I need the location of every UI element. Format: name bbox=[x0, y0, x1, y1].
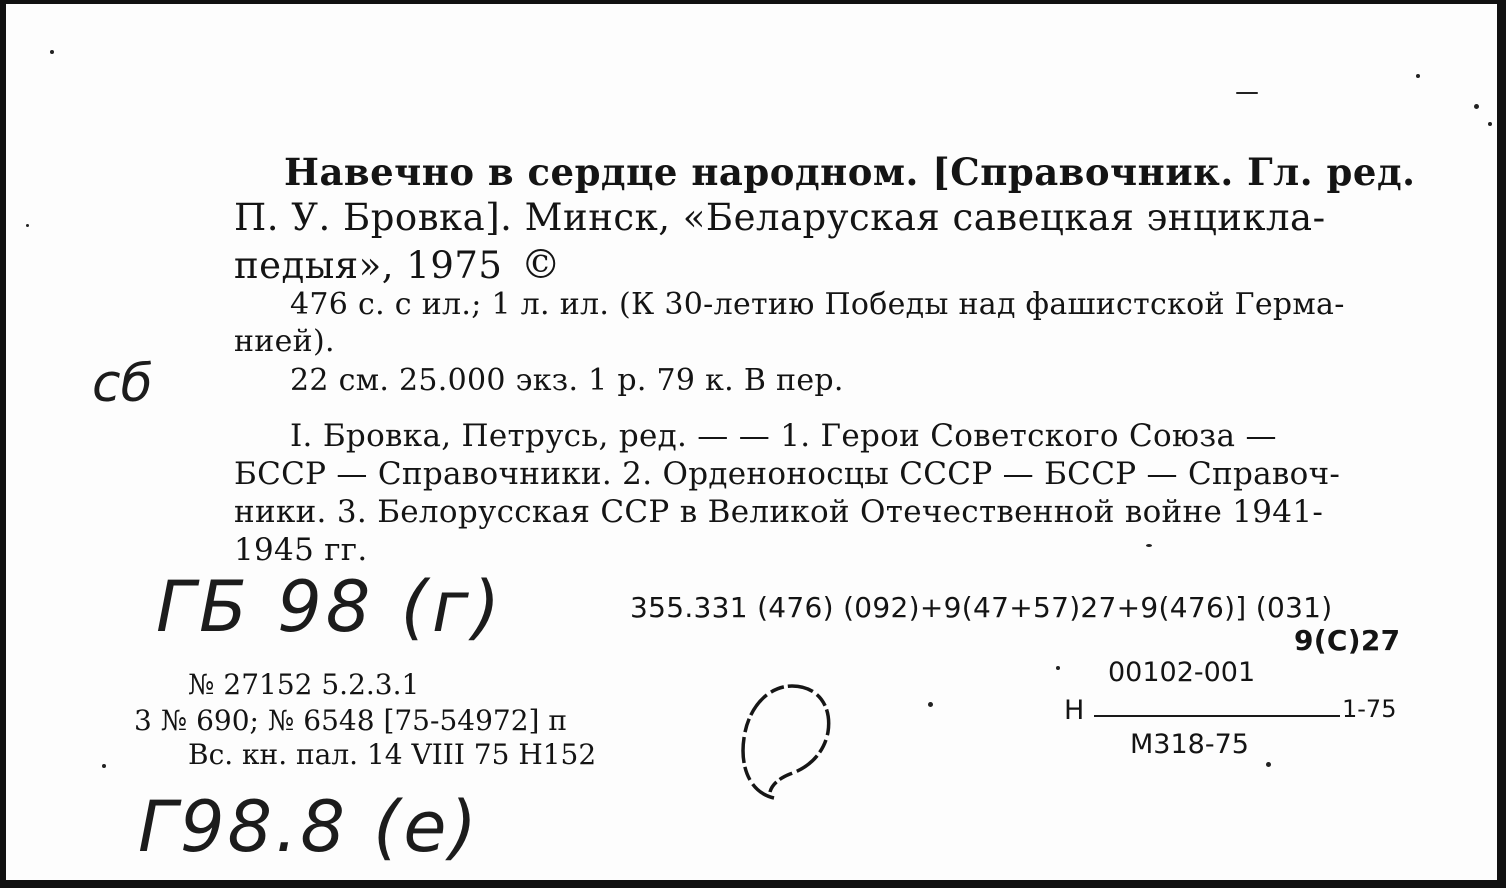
copyright-mark: © bbox=[520, 242, 562, 288]
bbk-index: 9(С)27 bbox=[1294, 624, 1401, 657]
title-line-2: П. У. Бровка]. Минск, «Беларуская савецкая энцикла- bbox=[234, 196, 1326, 239]
record-line-2: 3 № 690; № 6548 [75-54972] п bbox=[134, 704, 568, 737]
handwritten-shelf-mark-1: ГБ 98 (г) bbox=[156, 566, 504, 648]
scan-speck bbox=[1416, 74, 1420, 78]
subjects-line-2: БССР — Справочники. 2. Орденоносцы СССР — БССР — Справоч- bbox=[234, 456, 1341, 492]
scan-speck bbox=[1266, 762, 1271, 767]
price-code-numerator: 00102-001 bbox=[1108, 657, 1256, 688]
physical-description-line-2: нией). bbox=[234, 324, 335, 359]
scan-speck bbox=[26, 224, 29, 227]
handwritten-shelf-mark-2: Г98.8 (е) bbox=[138, 786, 480, 868]
subjects-line-3: ники. 3. Белорусская ССР в Великой Отечественной войне 1941- bbox=[234, 494, 1324, 530]
scan-speck bbox=[50, 50, 54, 54]
title-line-1-text: Навечно в сердце народном. [Справочник. Гл. ред. bbox=[284, 150, 1416, 194]
physical-description-line-1: 476 с. с ил.; 1 л. ил. (К 30-летию Победы над фашистской Герма- bbox=[290, 287, 1345, 322]
record-line-1: № 27152 5.2.3.1 bbox=[188, 668, 420, 701]
price-code-denominator: М318-75 bbox=[1130, 729, 1249, 760]
title-line-3 bbox=[234, 242, 561, 288]
price-code-prefix: Н bbox=[1064, 695, 1085, 726]
scan-speck bbox=[102, 764, 106, 768]
scan-speck bbox=[1488, 122, 1492, 126]
subjects-line-4: 1945 гг. bbox=[234, 532, 368, 568]
scan-speck bbox=[1474, 104, 1479, 109]
scan-speck bbox=[1236, 92, 1258, 94]
hand-drawn-circle bbox=[734, 680, 838, 804]
subjects-line-1: I. Бровка, Петрусь, ред. — — 1. Герои Советского Союза — bbox=[290, 418, 1277, 454]
handwritten-margin-note: сб bbox=[92, 354, 153, 414]
title-line-3-text: педыя», 1975 bbox=[234, 244, 503, 287]
udc-index: 355.331 (476) (092)+9(47+57)27+9(476)] (031) bbox=[630, 591, 1333, 624]
record-line-3: Вс. кн. пал. 14 VIII 75 Н152 bbox=[188, 738, 597, 771]
scan-speck bbox=[928, 702, 933, 707]
scan-speck bbox=[1146, 544, 1152, 547]
title-line-1 bbox=[284, 150, 1416, 194]
edition-line: 22 см. 25.000 экз. 1 р. 79 к. В пер. bbox=[290, 363, 844, 398]
scan-speck bbox=[1056, 666, 1060, 670]
price-code-suffix: 1-75 bbox=[1342, 695, 1397, 723]
price-code-fraction-bar bbox=[1094, 715, 1340, 717]
